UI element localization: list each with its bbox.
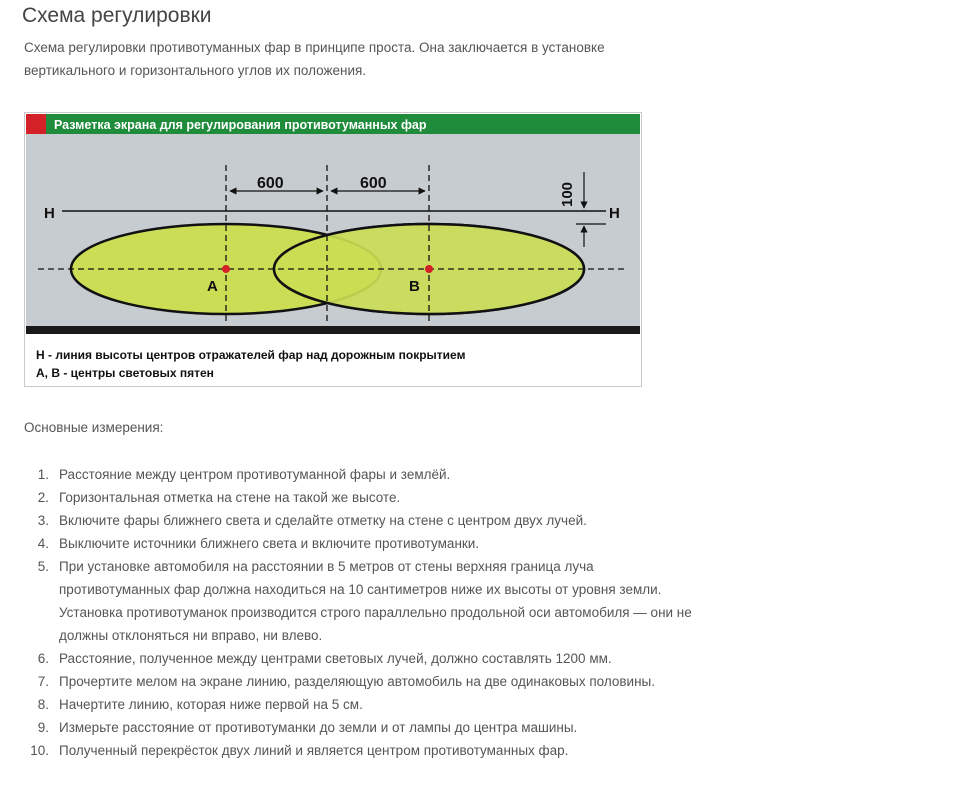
list-item-text: Горизонтальная отметка на стене на такой же высоте.: [59, 490, 401, 505]
list-item: [24, 532, 704, 555]
list-item-text: Расстояние, полученное между центрами световых лучей, должно составлять 1200 мм.: [59, 651, 612, 666]
list-item: [24, 670, 704, 693]
list-item-text: Выключите источники ближнего света и включите противотуманки.: [59, 536, 480, 551]
list-item-number: 9.: [37, 720, 49, 735]
list-item: [24, 463, 704, 486]
list-item-number: 1.: [37, 467, 49, 482]
page-title: Схема регулировки: [22, 4, 212, 27]
list-item-text: Включите фары ближнего света и сделайте отметку на стене с центром двух лучей.: [59, 513, 587, 528]
steps-list: [24, 463, 704, 762]
legend-line-2: А, В - центры световых пятен: [36, 366, 214, 380]
list-item-number: 8.: [37, 697, 49, 712]
center-point-b: [425, 265, 433, 273]
dimension-left-label: 600: [257, 175, 284, 192]
list-item-text: Прочертите мелом на экране линию, разделяющую автомобиль на две одинаковых половины.: [59, 674, 656, 689]
list-item: [24, 716, 704, 739]
diagram-header-marker: [26, 114, 46, 134]
list-item-number: 5.: [37, 559, 49, 574]
list-item-text: Полученный перекрёсток двух линий и является центром противотуманных фар.: [59, 743, 569, 758]
list-item: [24, 647, 704, 670]
ground-strip: [26, 326, 640, 334]
center-point-a: [222, 265, 230, 273]
list-item-number: 7.: [37, 674, 49, 689]
point-a-label: A: [207, 278, 218, 295]
list-item-number: 2.: [37, 490, 49, 505]
list-item: [24, 739, 704, 762]
headlight-adjustment-diagram: [24, 112, 642, 387]
h-label-left: H: [44, 205, 55, 222]
h-label-right: H: [609, 205, 620, 222]
list-item: [24, 693, 704, 716]
list-item-text: Измерьте расстояние от противотуманки до земли и от лампы до центра машины.: [59, 720, 578, 735]
list-item-number: 4.: [37, 536, 49, 551]
vertical-dimension-label: 100: [559, 181, 576, 207]
list-item: [24, 555, 704, 647]
list-item-text: При установке автомобиля на расстоянии в 5 метров от стены верхняя граница луча противотуманных фар должна находиться на 10 сантиметров ниже их высоты от уровня земли. Установка противотуманок производится строго параллельно продольной оси автомобиля — они не должны отклоняться ни вправо, ни влево.: [59, 559, 692, 643]
dimension-right-label: 600: [360, 175, 387, 192]
intro-paragraph: Схема регулировки противотуманных фар в принципе проста. Она заключается в установке вертикального и горизонтального углов их положения.: [24, 40, 605, 78]
list-item-text: Расстояние между центром противотуманной фары и землёй.: [59, 467, 451, 482]
list-item-number: 3.: [37, 513, 49, 528]
legend-line-1: H - линия высоты центров отражателей фар над дорожным покрытием: [36, 348, 466, 362]
list-item-number: 6.: [37, 651, 49, 666]
list-item: [24, 486, 704, 509]
list-item-text: Начертите линию, которая ниже первой на 5 см.: [59, 697, 363, 712]
point-b-label: B: [409, 278, 420, 295]
diagram-header-text: Разметка экрана для регулирования противотуманных фар: [54, 118, 427, 132]
list-item-number: 10.: [30, 743, 49, 758]
section-label: Основные измерения:: [24, 420, 164, 435]
list-item: [24, 509, 704, 532]
